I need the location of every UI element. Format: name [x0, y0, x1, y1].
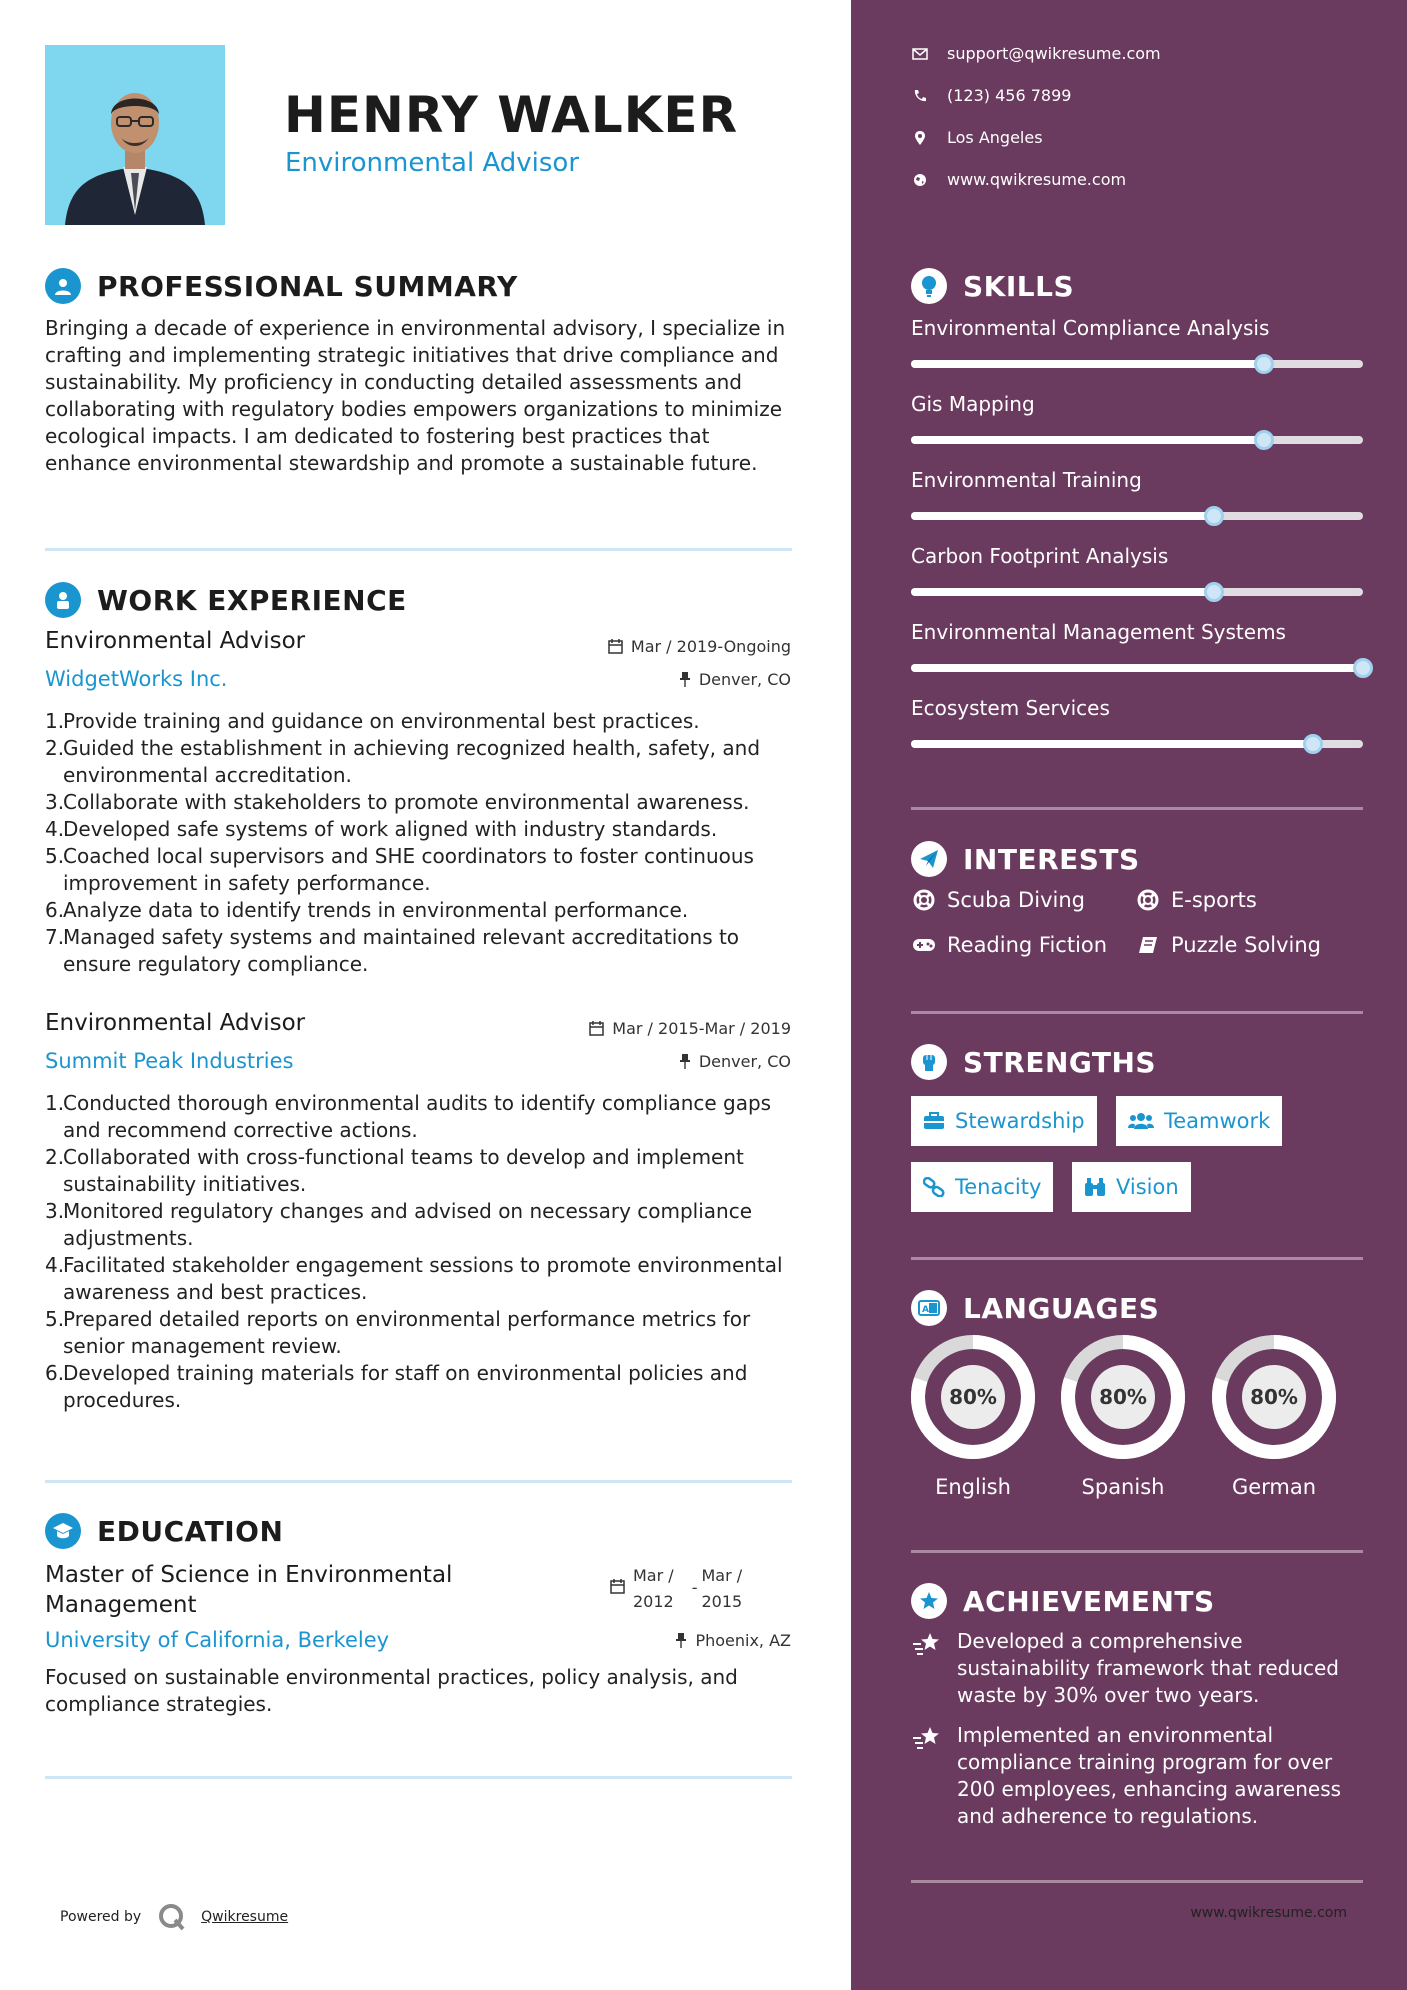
skill-bar-fill — [911, 436, 1264, 444]
date-start: Mar / 2012 — [633, 1566, 674, 1611]
skill-label: Ecosystem Services — [911, 696, 1110, 720]
list-item: 3.Collaborate with stakeholders to promote environmental awareness. — [45, 790, 750, 814]
contact-website-text: www.qwikresume.com — [947, 170, 1127, 189]
graduation-cap-icon — [45, 1513, 81, 1549]
section-title: STRENGTHS — [963, 1045, 1157, 1079]
list-item: 1.Conducted thorough environmental audits to identify compliance gaps and recommend corrective actions. — [45, 1091, 772, 1142]
section-title: EDUCATION — [97, 1514, 284, 1548]
link-icon — [923, 1177, 945, 1197]
language-name: English — [935, 1475, 1011, 1499]
fist-icon — [911, 1044, 947, 1080]
section-title: SKILLS — [963, 269, 1075, 303]
section-title: LANGUAGES — [963, 1291, 1160, 1325]
job-location-text: Denver, CO — [698, 670, 791, 689]
life-ring-icon — [911, 889, 937, 911]
language-percent: 80% — [1250, 1385, 1298, 1409]
qwikresume-link[interactable]: Qwikresume — [201, 1909, 289, 1925]
strength-chip — [911, 1162, 1053, 1212]
section-divider — [45, 1480, 792, 1483]
date-separator: - — [691, 1578, 698, 1597]
strength-label: Teamwork — [1164, 1109, 1271, 1133]
skill-label: Environmental Management Systems — [911, 620, 1286, 644]
section-divider — [911, 1550, 1363, 1553]
language-name: German — [1231, 1475, 1317, 1499]
language-item — [1061, 1335, 1185, 1499]
job-date — [608, 637, 791, 656]
interest-label: Puzzle Solving — [1171, 933, 1321, 957]
map-marker-icon — [911, 131, 929, 145]
list-item: 3.Monitored regulatory changes and advised on necessary compliance adjustments. — [45, 1199, 753, 1250]
envelope-icon — [911, 48, 929, 60]
job-location-text: Denver, CO — [698, 1052, 791, 1071]
translate-icon — [911, 1290, 947, 1326]
profile-photo — [45, 45, 225, 225]
section-title: INTERESTS — [963, 842, 1140, 876]
education-location — [675, 1631, 791, 1650]
candidate-name: HENRY WALKER — [284, 86, 739, 144]
skill-bar-fill — [911, 588, 1214, 596]
skill-bar — [911, 664, 1363, 672]
shooting-star-icon — [911, 1628, 945, 1709]
job-date — [589, 1019, 791, 1038]
skill-bar — [911, 360, 1363, 368]
school-name: University of California, Berkeley — [45, 1628, 390, 1652]
contact-phone[interactable] — [911, 86, 1071, 105]
phone-icon — [911, 89, 929, 103]
interest-label: Scuba Diving — [947, 888, 1085, 912]
strength-label: Tenacity — [955, 1175, 1042, 1199]
languages-heading — [911, 1290, 1159, 1326]
calendar-icon — [608, 639, 623, 654]
skill-bar — [911, 512, 1363, 520]
skill-bar-fill — [911, 360, 1264, 368]
list-item: 4.Facilitated stakeholder engagement sessions to promote environmental awareness and best practices. — [45, 1253, 783, 1304]
job-title: Environmental Advisor — [45, 1010, 306, 1036]
section-divider — [911, 1011, 1363, 1014]
candidate-role: Environmental Advisor — [285, 148, 580, 178]
language-percent: 80% — [949, 1385, 997, 1409]
achievement-item — [911, 1722, 1371, 1830]
strength-label: Stewardship — [955, 1109, 1085, 1133]
qwikresume-logo-icon — [157, 1902, 187, 1932]
list-item: 2.Guided the establishment in achieving recognized health, safety, and environmental accreditation. — [45, 736, 761, 787]
list-item: 4.Developed safe systems of work aligned with industry standards. — [45, 817, 718, 841]
strength-chip — [1116, 1096, 1282, 1146]
skill-label: Environmental Training — [911, 468, 1142, 492]
job-location — [679, 670, 791, 689]
section-divider — [911, 1257, 1363, 1260]
language-percent: 80% — [1099, 1385, 1147, 1409]
language-ring — [1212, 1335, 1336, 1459]
paper-plane-icon — [911, 841, 947, 877]
shooting-star-icon — [911, 1722, 945, 1830]
footer-site-link[interactable]: www.qwikresume.com — [1190, 1905, 1347, 1921]
list-item: 2.Collaborated with cross-functional teams to develop and implement sustainability initiatives. — [45, 1145, 744, 1196]
section-title: PROFESSIONAL SUMMARY — [97, 269, 518, 303]
briefcase-user-icon — [45, 582, 81, 618]
education-heading — [45, 1513, 283, 1549]
contact-website[interactable] — [911, 170, 1126, 189]
calendar-icon — [589, 1021, 604, 1036]
skill-bar — [911, 740, 1363, 748]
experience-heading — [45, 582, 407, 618]
summary-heading — [45, 268, 518, 304]
degree-line: Management — [45, 1592, 197, 1618]
sidebar — [851, 0, 1407, 1990]
skill-bar-knob — [1254, 354, 1274, 374]
binoculars-icon — [1084, 1177, 1106, 1197]
interest-item — [911, 888, 1085, 912]
interest-label: Reading Fiction — [947, 933, 1108, 957]
life-ring-icon — [1135, 889, 1161, 911]
strengths-heading — [911, 1044, 1156, 1080]
summary-text: Bringing a decade of experience in environmental advisory, I specialize in crafting and implementing strategic initiatives that drive compliance and sustainability. My proficiency in conducting detailed assessments and collaborating with regulatory bodies empowers organizations to minimize ecological impacts. I am dedicated to fostering best practices that enhance environmental stewardship and promote a sustainable future. — [45, 316, 786, 475]
lightbulb-icon — [911, 268, 947, 304]
education-location-text: Phoenix, AZ — [695, 1631, 791, 1650]
skill-label: Environmental Compliance Analysis — [911, 316, 1270, 340]
list-item: 7.Managed safety systems and maintained relevant accreditations to ensure regulatory compliance. — [45, 925, 740, 976]
list-item: 5.Prepared detailed reports on environmental performance metrics for senior management review. — [45, 1307, 751, 1358]
language-name: Spanish — [1081, 1475, 1165, 1499]
globe-icon — [911, 173, 929, 187]
strength-chip — [1072, 1162, 1191, 1212]
list-item: 5.Coached local supervisors and SHE coordinators to foster continuous improvement in safety performance. — [45, 844, 754, 895]
skills-heading — [911, 268, 1074, 304]
interest-item — [911, 933, 1107, 957]
user-icon — [45, 268, 81, 304]
date-end: Mar / 2015 — [701, 1566, 743, 1611]
pin-icon — [679, 1054, 691, 1069]
job-duties-list — [45, 708, 795, 978]
language-ring — [911, 1335, 1035, 1459]
education-description: Focused on sustainable environmental practices, policy analysis, and compliance strategies. — [45, 1665, 738, 1716]
list-item: 6.Developed training materials for staff on environmental policies and procedures. — [45, 1361, 748, 1412]
achievement-text: Developed a comprehensive sustainability framework that reduced waste by 30% over two years. — [957, 1629, 1339, 1707]
section-divider — [45, 1776, 792, 1779]
contact-email-text: support@qwikresume.com — [947, 44, 1161, 63]
powered-by — [60, 1902, 288, 1932]
list-item: 1.Provide training and guidance on environmental best practices. — [45, 709, 700, 733]
strength-label: Vision — [1116, 1175, 1179, 1199]
job-date-text: Mar / 2019-Ongoing — [630, 637, 791, 656]
calendar-icon — [610, 1579, 625, 1594]
job-date-text: Mar / 2015-Mar / 2019 — [612, 1019, 791, 1038]
job-duties-list — [45, 1090, 795, 1414]
skill-bar-fill — [911, 512, 1214, 520]
svg-text:A: A — [922, 1305, 929, 1315]
skill-label: Gis Mapping — [911, 392, 1035, 416]
achievements-heading — [911, 1583, 1215, 1619]
strength-chip — [911, 1096, 1097, 1146]
book-icon — [1135, 935, 1161, 955]
section-divider — [45, 548, 792, 551]
section-title: WORK EXPERIENCE — [97, 583, 407, 617]
job-location — [679, 1052, 791, 1071]
job-company: Summit Peak Industries — [45, 1049, 294, 1073]
skill-bar — [911, 588, 1363, 596]
contact-phone-text: (123) 456 7899 — [947, 86, 1072, 105]
skill-bar-fill — [911, 664, 1363, 672]
job-title: Environmental Advisor — [45, 628, 306, 654]
language-item — [911, 1335, 1035, 1499]
skill-bar-knob — [1303, 734, 1323, 754]
section-divider — [911, 1880, 1363, 1883]
skill-bar-knob — [1204, 506, 1224, 526]
achievement-text: Implemented an environmental compliance training program for over 200 employees, enhancing awareness and adherence to regulations. — [957, 1723, 1342, 1828]
language-ring — [1061, 1335, 1185, 1459]
skill-bar-fill — [911, 740, 1313, 748]
pin-icon — [675, 1633, 687, 1648]
degree-line: Master of Science in Environmental — [45, 1562, 453, 1588]
users-icon — [1128, 1112, 1154, 1130]
list-item: 6.Analyze data to identify trends in environmental performance. — [45, 898, 689, 922]
language-item — [1212, 1335, 1336, 1499]
interest-item — [1135, 888, 1257, 912]
skill-bar-knob — [1254, 430, 1274, 450]
achievement-item — [911, 1628, 1371, 1709]
interests-heading — [911, 841, 1140, 877]
gamepad-icon — [911, 937, 937, 953]
powered-by-label: Powered by — [60, 1909, 142, 1925]
pin-icon — [679, 672, 691, 687]
section-title: ACHIEVEMENTS — [963, 1584, 1215, 1618]
skill-bar-knob — [1204, 582, 1224, 602]
contact-location-text: Los Angeles — [947, 128, 1043, 147]
skill-label: Carbon Footprint Analysis — [911, 544, 1169, 568]
contact-location — [911, 128, 1043, 147]
skill-bar-knob — [1353, 658, 1373, 678]
section-divider — [911, 807, 1363, 810]
interest-label: E-sports — [1171, 888, 1257, 912]
contact-email[interactable] — [911, 44, 1161, 63]
education-date — [610, 1563, 742, 1615]
job-company: WidgetWorks Inc. — [45, 667, 228, 691]
interest-item — [1135, 933, 1321, 957]
skill-bar — [911, 436, 1363, 444]
briefcase-icon — [923, 1112, 945, 1130]
star-badge-icon — [911, 1583, 947, 1619]
degree-title — [45, 1560, 452, 1620]
